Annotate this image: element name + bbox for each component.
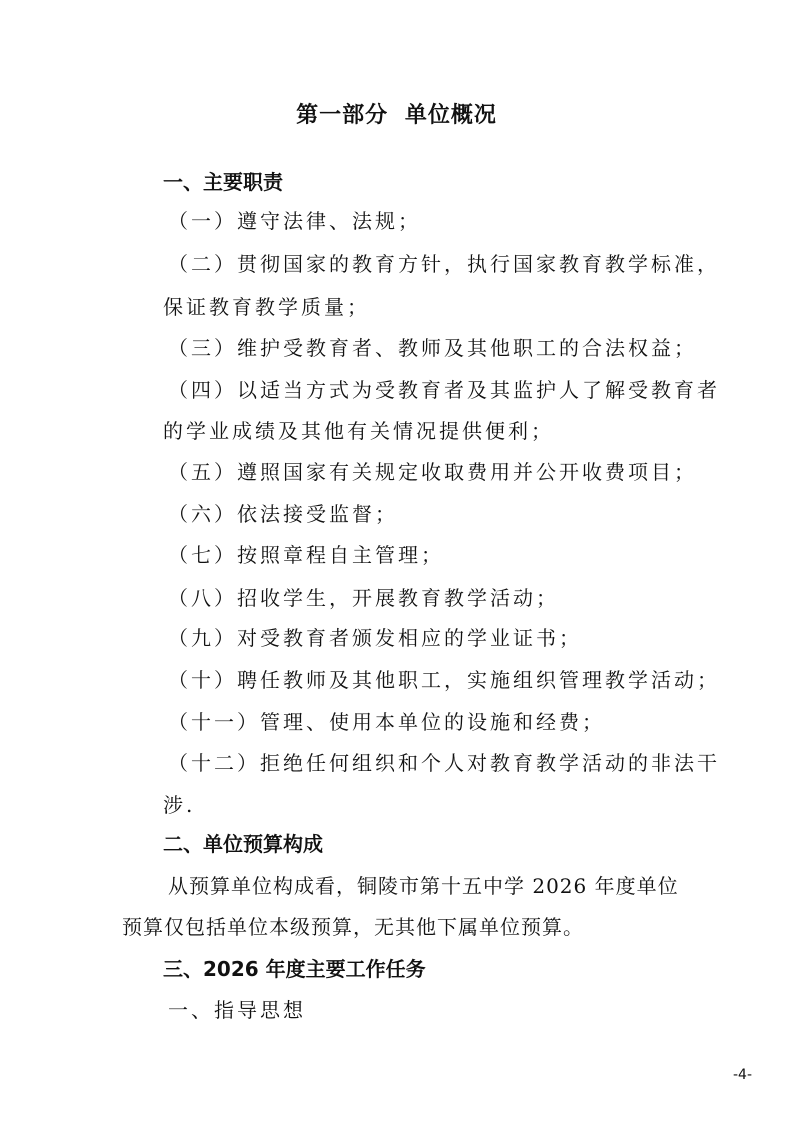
- page-number: -4-: [733, 1067, 753, 1083]
- duty-item-2: （二）贯彻国家的教育方针，执行国家教育教学标准，: [168, 252, 720, 276]
- duty-item-3: （三）维护受教育者、教师及其他职工的合法权益；: [168, 336, 697, 360]
- duty-item-12: （十二）拒绝任何组织和个人对教育教学活动的非法干: [168, 751, 720, 775]
- duty-item-8: （八）招收学生，开展教育教学活动；: [168, 586, 559, 610]
- duty-item-6: （六）依法接受监督；: [168, 502, 398, 526]
- section-heading-main-duties: 一、主要职责: [163, 170, 283, 194]
- duty-item-11: （十一）管理、使用本单位的设施和经费；: [168, 710, 605, 734]
- subsection-guiding-ideology: 一、指导思想: [168, 998, 306, 1022]
- page-title: 第一部分 单位概况: [296, 103, 497, 128]
- duty-item-12-continued: 涉.: [163, 793, 196, 817]
- duty-item-5: （五）遵照国家有关规定收取费用并公开收费项目；: [168, 460, 697, 484]
- section-heading-budget-structure: 二、单位预算构成: [163, 832, 323, 856]
- budget-structure-text-line-2: 预算仅包括单位本级预算，无其他下属单位预算。: [122, 915, 584, 939]
- budget-structure-text-line-1: 从预算单位构成看，铜陵市第十五中学 2026 年度单位: [168, 874, 679, 898]
- section-heading-main-tasks: 三、2026 年度主要工作任务: [163, 957, 426, 981]
- duty-item-10: （十）聘任教师及其他职工，实施组织管理教学活动；: [168, 668, 720, 692]
- duty-item-1: （一）遵守法律、法规；: [168, 209, 421, 233]
- duty-item-7: （七）按照章程自主管理；: [168, 543, 444, 567]
- duty-item-4: （四）以适当方式为受教育者及其监护人了解受教育者: [168, 378, 720, 402]
- duty-item-2-continued: 保证教育教学质量；: [163, 295, 370, 319]
- duty-item-4-continued: 的学业成绩及其他有关情况提供便利；: [163, 419, 554, 443]
- duty-item-9: （九）对受教育者颁发相应的学业证书；: [168, 626, 582, 650]
